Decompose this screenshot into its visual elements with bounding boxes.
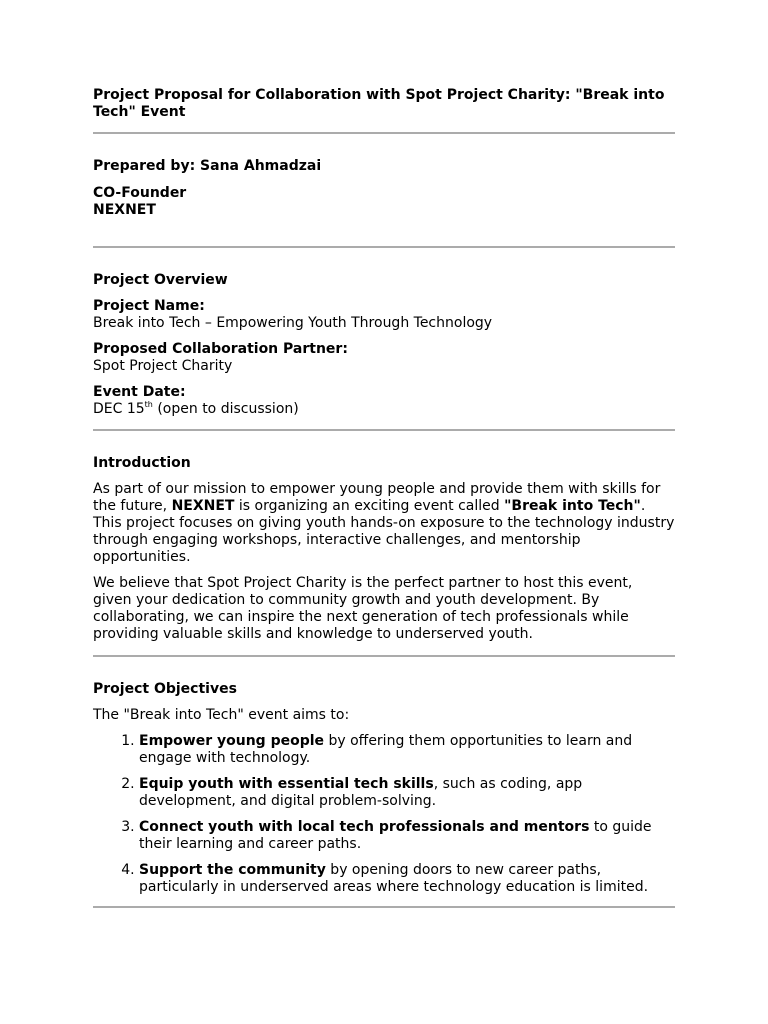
prepared-by: Prepared by: Sana Ahmadzai — [93, 158, 322, 174]
objective-text: to guide their learning and career paths. — [139, 819, 652, 852]
document-page — [93, 87, 675, 908]
partner-label: Proposed Collaboration Partner: — [93, 341, 348, 357]
divider — [93, 906, 675, 908]
divider — [93, 655, 675, 657]
divider — [93, 429, 675, 431]
objective-text: by offering them opportunities to learn and engage with technology. — [139, 733, 633, 766]
section-heading-objectives: Project Objectives — [93, 681, 237, 697]
project-overview-section — [93, 272, 675, 418]
event-date-main: DEC 15 — [93, 401, 145, 417]
event-name-emphasis: "Break into Tech" — [504, 498, 641, 514]
list-item — [139, 862, 675, 896]
list-item — [139, 819, 675, 853]
list-item — [139, 776, 675, 810]
prepared-by-section — [93, 158, 675, 219]
objectives-intro: The "Break into Tech" event aims to: — [93, 707, 350, 723]
org-name-emphasis: NEXNET — [171, 498, 235, 514]
objective-text: , such as coding, app development, and digital problem-solving. — [139, 776, 583, 809]
event-date-value — [93, 401, 675, 418]
divider — [93, 132, 675, 134]
intro-text: As part of our mission to empower young people and provide them with skills for the future, — [93, 481, 661, 514]
intro-paragraph-2: We believe that Spot Project Charity is the perfect partner to host this event, given your dedication to community growth and youth development. By collaborating, we can inspire the next generation of tech professionals while providing valuable skills and knowledge to underserved youth. — [93, 575, 633, 642]
project-name-value: Break into Tech – Empowering Youth Through Technology — [93, 315, 493, 331]
objective-emphasis: Connect youth with local tech professionals and mentors — [139, 819, 590, 835]
list-item — [139, 733, 675, 767]
project-name-label: Project Name: — [93, 298, 205, 314]
author-role: CO-Founder — [93, 185, 187, 201]
event-date-label: Event Date: — [93, 384, 186, 400]
objective-emphasis: Support the community — [139, 862, 326, 878]
objective-emphasis: Equip youth with essential tech skills — [139, 776, 434, 792]
objectives-section — [93, 681, 675, 896]
author-org: NEXNET — [93, 202, 156, 218]
document-title: Project Proposal for Collaboration with Spot Project Charity: "Break into Tech" Event — [93, 87, 665, 120]
introduction-section — [93, 455, 675, 643]
partner-value: Spot Project Charity — [93, 358, 233, 374]
intro-paragraph-1 — [93, 481, 675, 566]
objective-emphasis: Empower young people — [139, 733, 325, 749]
section-heading-overview: Project Overview — [93, 272, 228, 288]
section-heading-introduction: Introduction — [93, 455, 191, 471]
objectives-list — [93, 733, 675, 896]
objective-text: by opening doors to new career paths, particularly in underserved areas where technology education is limited. — [139, 862, 649, 895]
intro-text: . This project focuses on giving youth hands-on exposure to the technology industry through engaging workshops, interactive challenges, and mentorship opportunities. — [93, 498, 675, 565]
intro-text: is organizing an exciting event called — [234, 498, 505, 514]
divider — [93, 246, 675, 248]
event-date-note: (open to discussion) — [152, 401, 299, 417]
event-date-suffix: th — [144, 400, 153, 409]
